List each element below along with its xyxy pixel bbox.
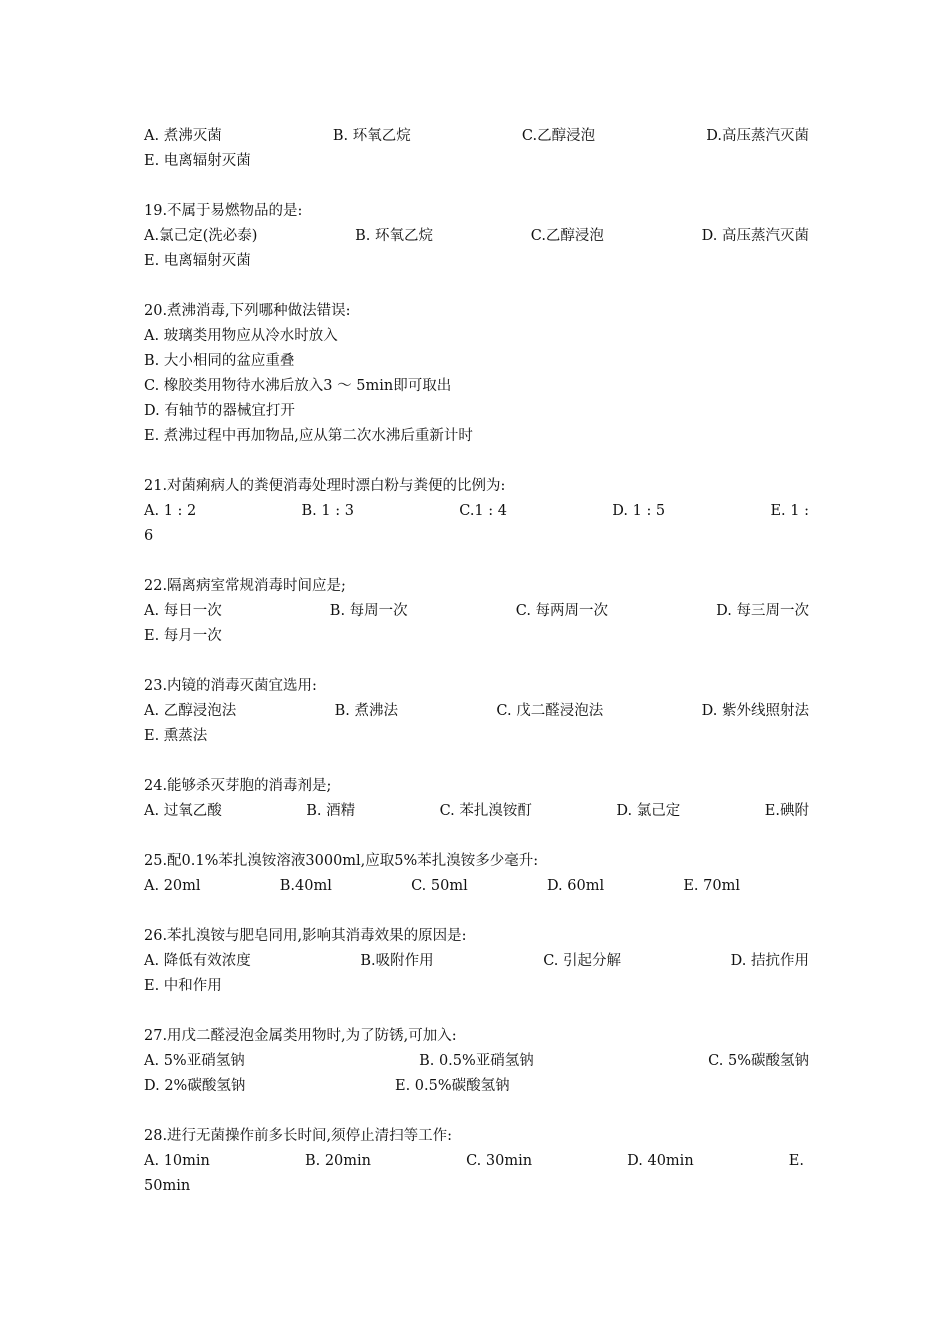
q26-options-row-1 bbox=[144, 949, 809, 974]
q21-option-e-continued: 6 bbox=[144, 528, 154, 544]
q21-option-b: B. 1 : 3 bbox=[301, 503, 354, 519]
q27-option-a: A. 5%亚硝氢钠 bbox=[144, 1053, 245, 1069]
q18-options-row-1 bbox=[144, 124, 809, 149]
q22-option-b: B. 每周一次 bbox=[329, 603, 408, 619]
q21-option-d: D. 1 : 5 bbox=[612, 503, 666, 519]
q18-option-d: D.高压蒸汽灭菌 bbox=[706, 128, 809, 144]
q18-option-e: E. 电离辐射灭菌 bbox=[144, 153, 251, 169]
q21-option-a: A. 1 : 2 bbox=[144, 503, 197, 519]
q23-option-a: A. 乙醇浸泡法 bbox=[144, 703, 237, 719]
q19-option-d: D. 高压蒸汽灭菌 bbox=[701, 228, 809, 244]
q19-stem: 19.不属于易燃物品的是: bbox=[144, 203, 303, 219]
q20-option-c: C. 橡胶类用物待水沸后放入3 ～ 5min即可取出 bbox=[144, 378, 452, 394]
q24-option-e: E.碘附 bbox=[764, 803, 809, 819]
q19-option-e: E. 电离辐射灭菌 bbox=[144, 253, 251, 269]
q25-option-a: A. 20ml bbox=[144, 878, 201, 894]
q22-option-a: A. 每日一次 bbox=[144, 603, 222, 619]
q25-stem: 25.配0.1%苯扎溴铵溶液3000ml,应取5%苯扎溴铵多少毫升: bbox=[144, 853, 539, 869]
q28-stem: 28.进行无菌操作前多长时间,须停止清扫等工作: bbox=[144, 1128, 453, 1144]
q22-option-d: D. 每三周一次 bbox=[716, 603, 809, 619]
q24-options-row-1 bbox=[144, 799, 809, 824]
q20-option-a: A. 玻璃类用物应从冷水时放入 bbox=[144, 328, 338, 344]
q25-option-e: E. 70ml bbox=[683, 878, 740, 894]
q26-option-c: C. 引起分解 bbox=[543, 953, 622, 969]
q24-option-b: B. 酒精 bbox=[306, 803, 356, 819]
q19-options-row-1 bbox=[144, 224, 809, 249]
q24-option-c: C. 苯扎溴铵酊 bbox=[439, 803, 532, 819]
q23-option-b: B. 煮沸法 bbox=[334, 703, 398, 719]
q21-option-c: C.1 : 4 bbox=[459, 503, 507, 519]
q24-option-a: A. 过氧乙酸 bbox=[144, 803, 222, 819]
q18-option-c: C.乙醇浸泡 bbox=[521, 128, 596, 144]
q27-option-b: B. 0.5%亚硝氢钠 bbox=[419, 1053, 534, 1069]
q28-option-e-continued: 50min bbox=[144, 1178, 191, 1194]
q26-option-d: D. 拮抗作用 bbox=[730, 953, 809, 969]
q19-option-a: A.氯己定(洗必泰) bbox=[144, 228, 258, 244]
q27-options-row-1 bbox=[144, 1049, 809, 1074]
q20-option-e: E. 煮沸过程中再加物品,应从第二次水沸后重新计时 bbox=[144, 428, 473, 444]
q18-option-b: B. 环氧乙烷 bbox=[332, 128, 411, 144]
q27-options-row-2 bbox=[144, 1074, 809, 1099]
q23-option-e: E. 熏蒸法 bbox=[144, 728, 208, 744]
q24-stem: 24.能够杀灭芽胞的消毒剂是; bbox=[144, 778, 332, 794]
q22-stem: 22.隔离病室常规消毒时间应是; bbox=[144, 578, 346, 594]
q22-option-c: C. 每两周一次 bbox=[515, 603, 609, 619]
q27-option-e: E. 0.5%碳酸氢钠 bbox=[395, 1078, 510, 1094]
q26-option-e: E. 中和作用 bbox=[144, 978, 222, 994]
q28-options-row-1 bbox=[144, 1149, 804, 1174]
q19-option-b: B. 环氧乙烷 bbox=[355, 228, 434, 244]
q20-option-b: B. 大小相同的盆应重叠 bbox=[144, 353, 295, 369]
q26-option-b: B.吸附作用 bbox=[360, 953, 434, 969]
q22-option-e: E. 每月一次 bbox=[144, 628, 222, 644]
q28-option-d: D. 40min bbox=[627, 1153, 694, 1169]
q27-stem: 27.用戊二醛浸泡金属类用物时,为了防锈,可加入: bbox=[144, 1028, 457, 1044]
q22-options-row-1 bbox=[144, 599, 809, 624]
q23-options-row-1 bbox=[144, 699, 809, 724]
q24-option-d: D. 氯己定 bbox=[616, 803, 681, 819]
q25-option-b: B.40ml bbox=[279, 878, 332, 894]
q26-stem: 26.苯扎溴铵与肥皂同用,影响其消毒效果的原因是: bbox=[144, 928, 467, 944]
q27-option-c: C. 5%碳酸氢钠 bbox=[708, 1053, 809, 1069]
q28-option-b: B. 20min bbox=[304, 1153, 372, 1169]
q21-options-row-1 bbox=[144, 499, 809, 524]
q28-option-c: C. 30min bbox=[466, 1153, 533, 1169]
q21-option-e: E. 1 : bbox=[770, 503, 809, 519]
q19-option-c: C.乙醇浸泡 bbox=[530, 228, 604, 244]
q26-option-a: A. 降低有效浓度 bbox=[144, 953, 251, 969]
q28-option-a: A. 10min bbox=[144, 1153, 210, 1169]
q21-stem: 21.对菌痢病人的粪便消毒处理时漂白粉与粪便的比例为: bbox=[144, 478, 506, 494]
q25-option-c: C. 50ml bbox=[411, 878, 468, 894]
q25-options-row-1 bbox=[144, 874, 740, 899]
q20-stem: 20.煮沸消毒,下列哪种做法错误: bbox=[144, 303, 351, 319]
q20-option-d: D. 有轴节的器械宜打开 bbox=[144, 403, 295, 419]
q25-option-d: D. 60ml bbox=[546, 878, 605, 894]
q27-option-d: D. 2%碳酸氢钠 bbox=[144, 1078, 246, 1094]
q23-option-d: D. 紫外线照射法 bbox=[701, 703, 809, 719]
q18-option-a: A. 煮沸灭菌 bbox=[144, 128, 222, 144]
q23-stem: 23.内镜的消毒灭菌宜选用: bbox=[144, 678, 317, 694]
q23-option-c: C. 戊二醛浸泡法 bbox=[496, 703, 604, 719]
q28-option-e: E. bbox=[788, 1153, 804, 1169]
